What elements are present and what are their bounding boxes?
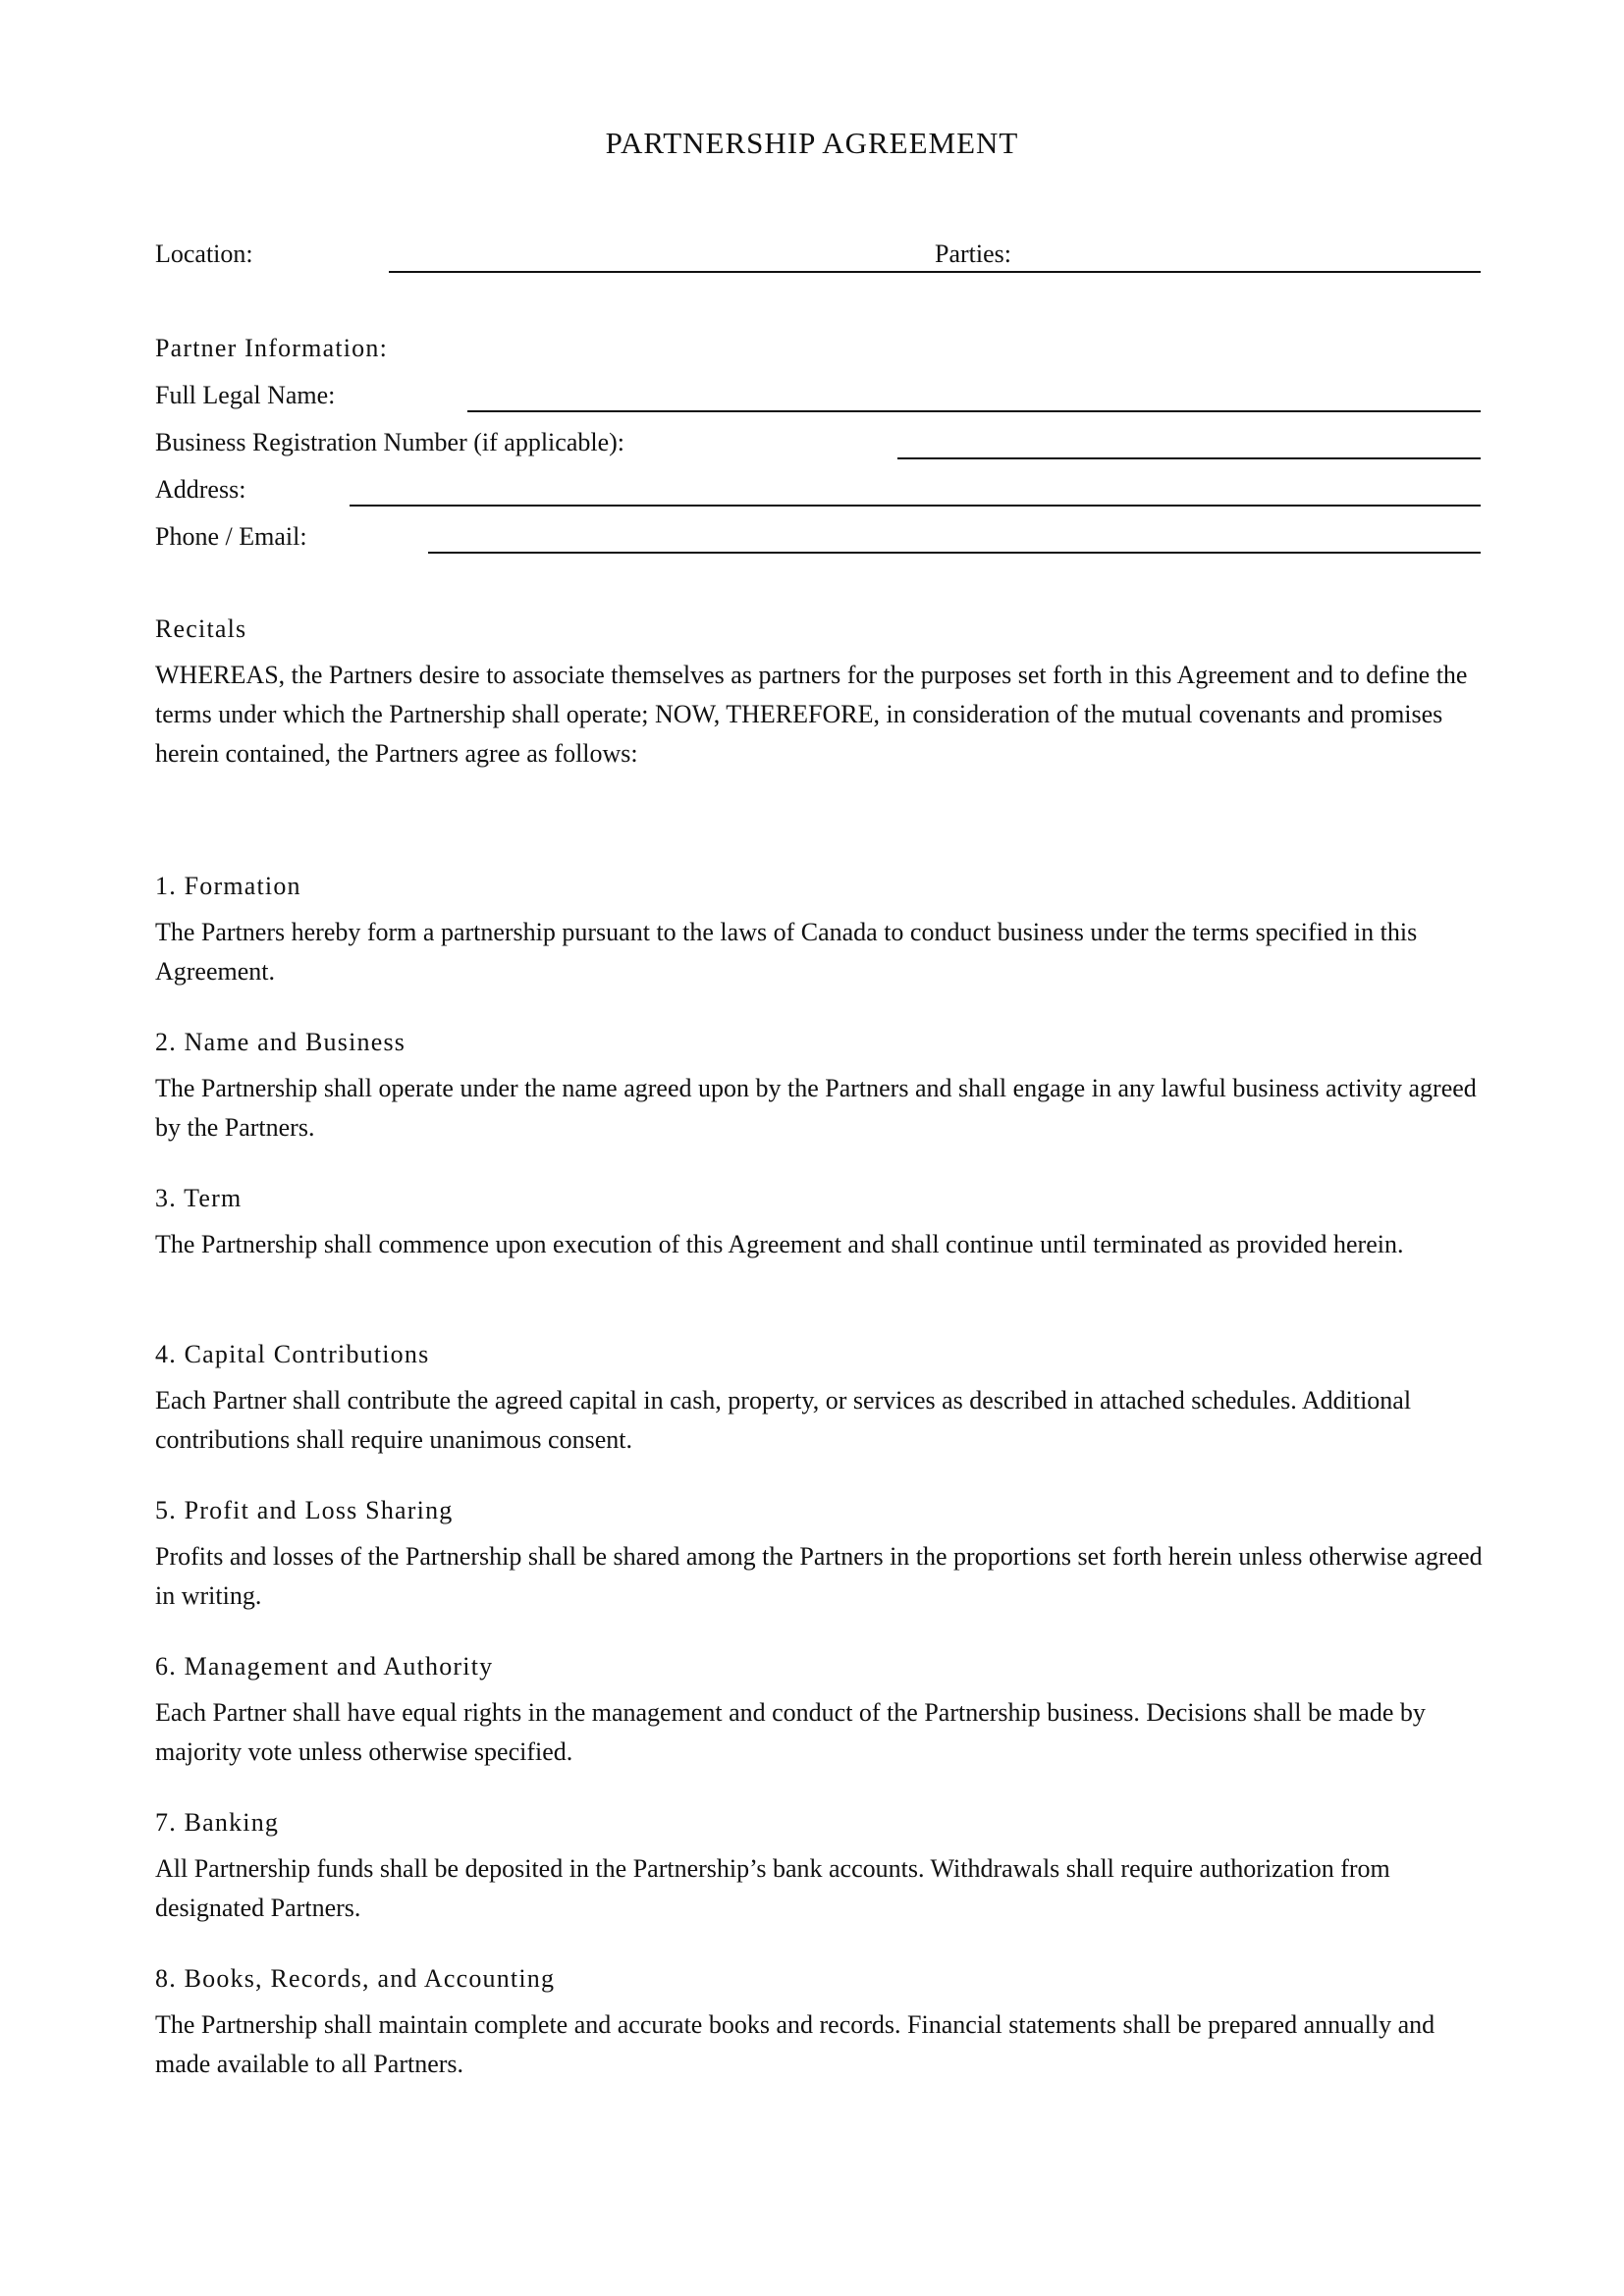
section-5-heading: 5. Profit and Loss Sharing: [155, 1496, 454, 1524]
business-registration-label: Business Registration Number (if applicable):: [155, 428, 625, 456]
phone-email-label: Phone / Email:: [155, 522, 307, 551]
section-7-text: All Partnership funds shall be deposited in the Partnership’s bank accounts. Withdrawals shall require authorization from designated Partners.: [155, 1854, 1390, 1922]
section-5-text: Profits and losses of the Partnership shall be shared among the Partners in the proportions set forth herein unless otherwise agreed in writing.: [155, 1542, 1483, 1610]
address-fill-line: [350, 505, 1481, 507]
section-2-heading: 2. Name and Business: [155, 1028, 406, 1056]
parties-label: Parties:: [935, 240, 1011, 268]
section-3-text: The Partnership shall commence upon execution of this Agreement and shall continue until terminated as provided herein.: [155, 1230, 1404, 1258]
section-6-text: Each Partner shall have equal rights in the management and conduct of the Partnership business. Decisions shall be made by majority vote unless otherwise specified.: [155, 1698, 1426, 1766]
section-3-heading: 3. Term: [155, 1184, 243, 1212]
partner-information-heading: Partner Information:: [155, 334, 388, 362]
section-7-heading: 7. Banking: [155, 1808, 280, 1837]
section-8-text: The Partnership shall maintain complete and accurate books and records. Financial statements shall be prepared annually and made available to all Partners.: [155, 2010, 1435, 2078]
location-label: Location:: [155, 240, 253, 268]
section-6-heading: 6. Management and Authority: [155, 1652, 494, 1681]
business-registration-fill-line: [897, 457, 1481, 459]
section-4-heading: 4. Capital Contributions: [155, 1340, 430, 1368]
recitals-heading: Recitals: [155, 614, 247, 643]
full-legal-name-fill-line: [467, 410, 1481, 412]
address-label: Address:: [155, 475, 246, 504]
location-parties-fill-line: [389, 271, 1481, 273]
document-title: PARTNERSHIP AGREEMENT: [605, 126, 1019, 160]
section-1-text: The Partners hereby form a partnership pursuant to the laws of Canada to conduct business under the terms specified in this Agreement.: [155, 918, 1418, 986]
phone-email-fill-line: [428, 552, 1481, 554]
section-8-heading: 8. Books, Records, and Accounting: [155, 1964, 556, 1993]
section-1-heading: 1. Formation: [155, 872, 301, 900]
recitals-text: WHEREAS, the Partners desire to associate themselves as partners for the purposes set forth in this Agreement and to define the terms under which the Partnership shall operate; NOW, THEREFORE, in consideration of the mutual covenants and promises herein contained, the Partners agree as follows:: [155, 661, 1468, 768]
full-legal-name-label: Full Legal Name:: [155, 381, 336, 409]
section-2-text: The Partnership shall operate under the name agreed upon by the Partners and shall engage in any lawful business activity agreed by the Partners.: [155, 1074, 1477, 1142]
section-4-text: Each Partner shall contribute the agreed capital in cash, property, or services as described in attached schedules. Additional contributions shall require unanimous consent.: [155, 1386, 1412, 1454]
